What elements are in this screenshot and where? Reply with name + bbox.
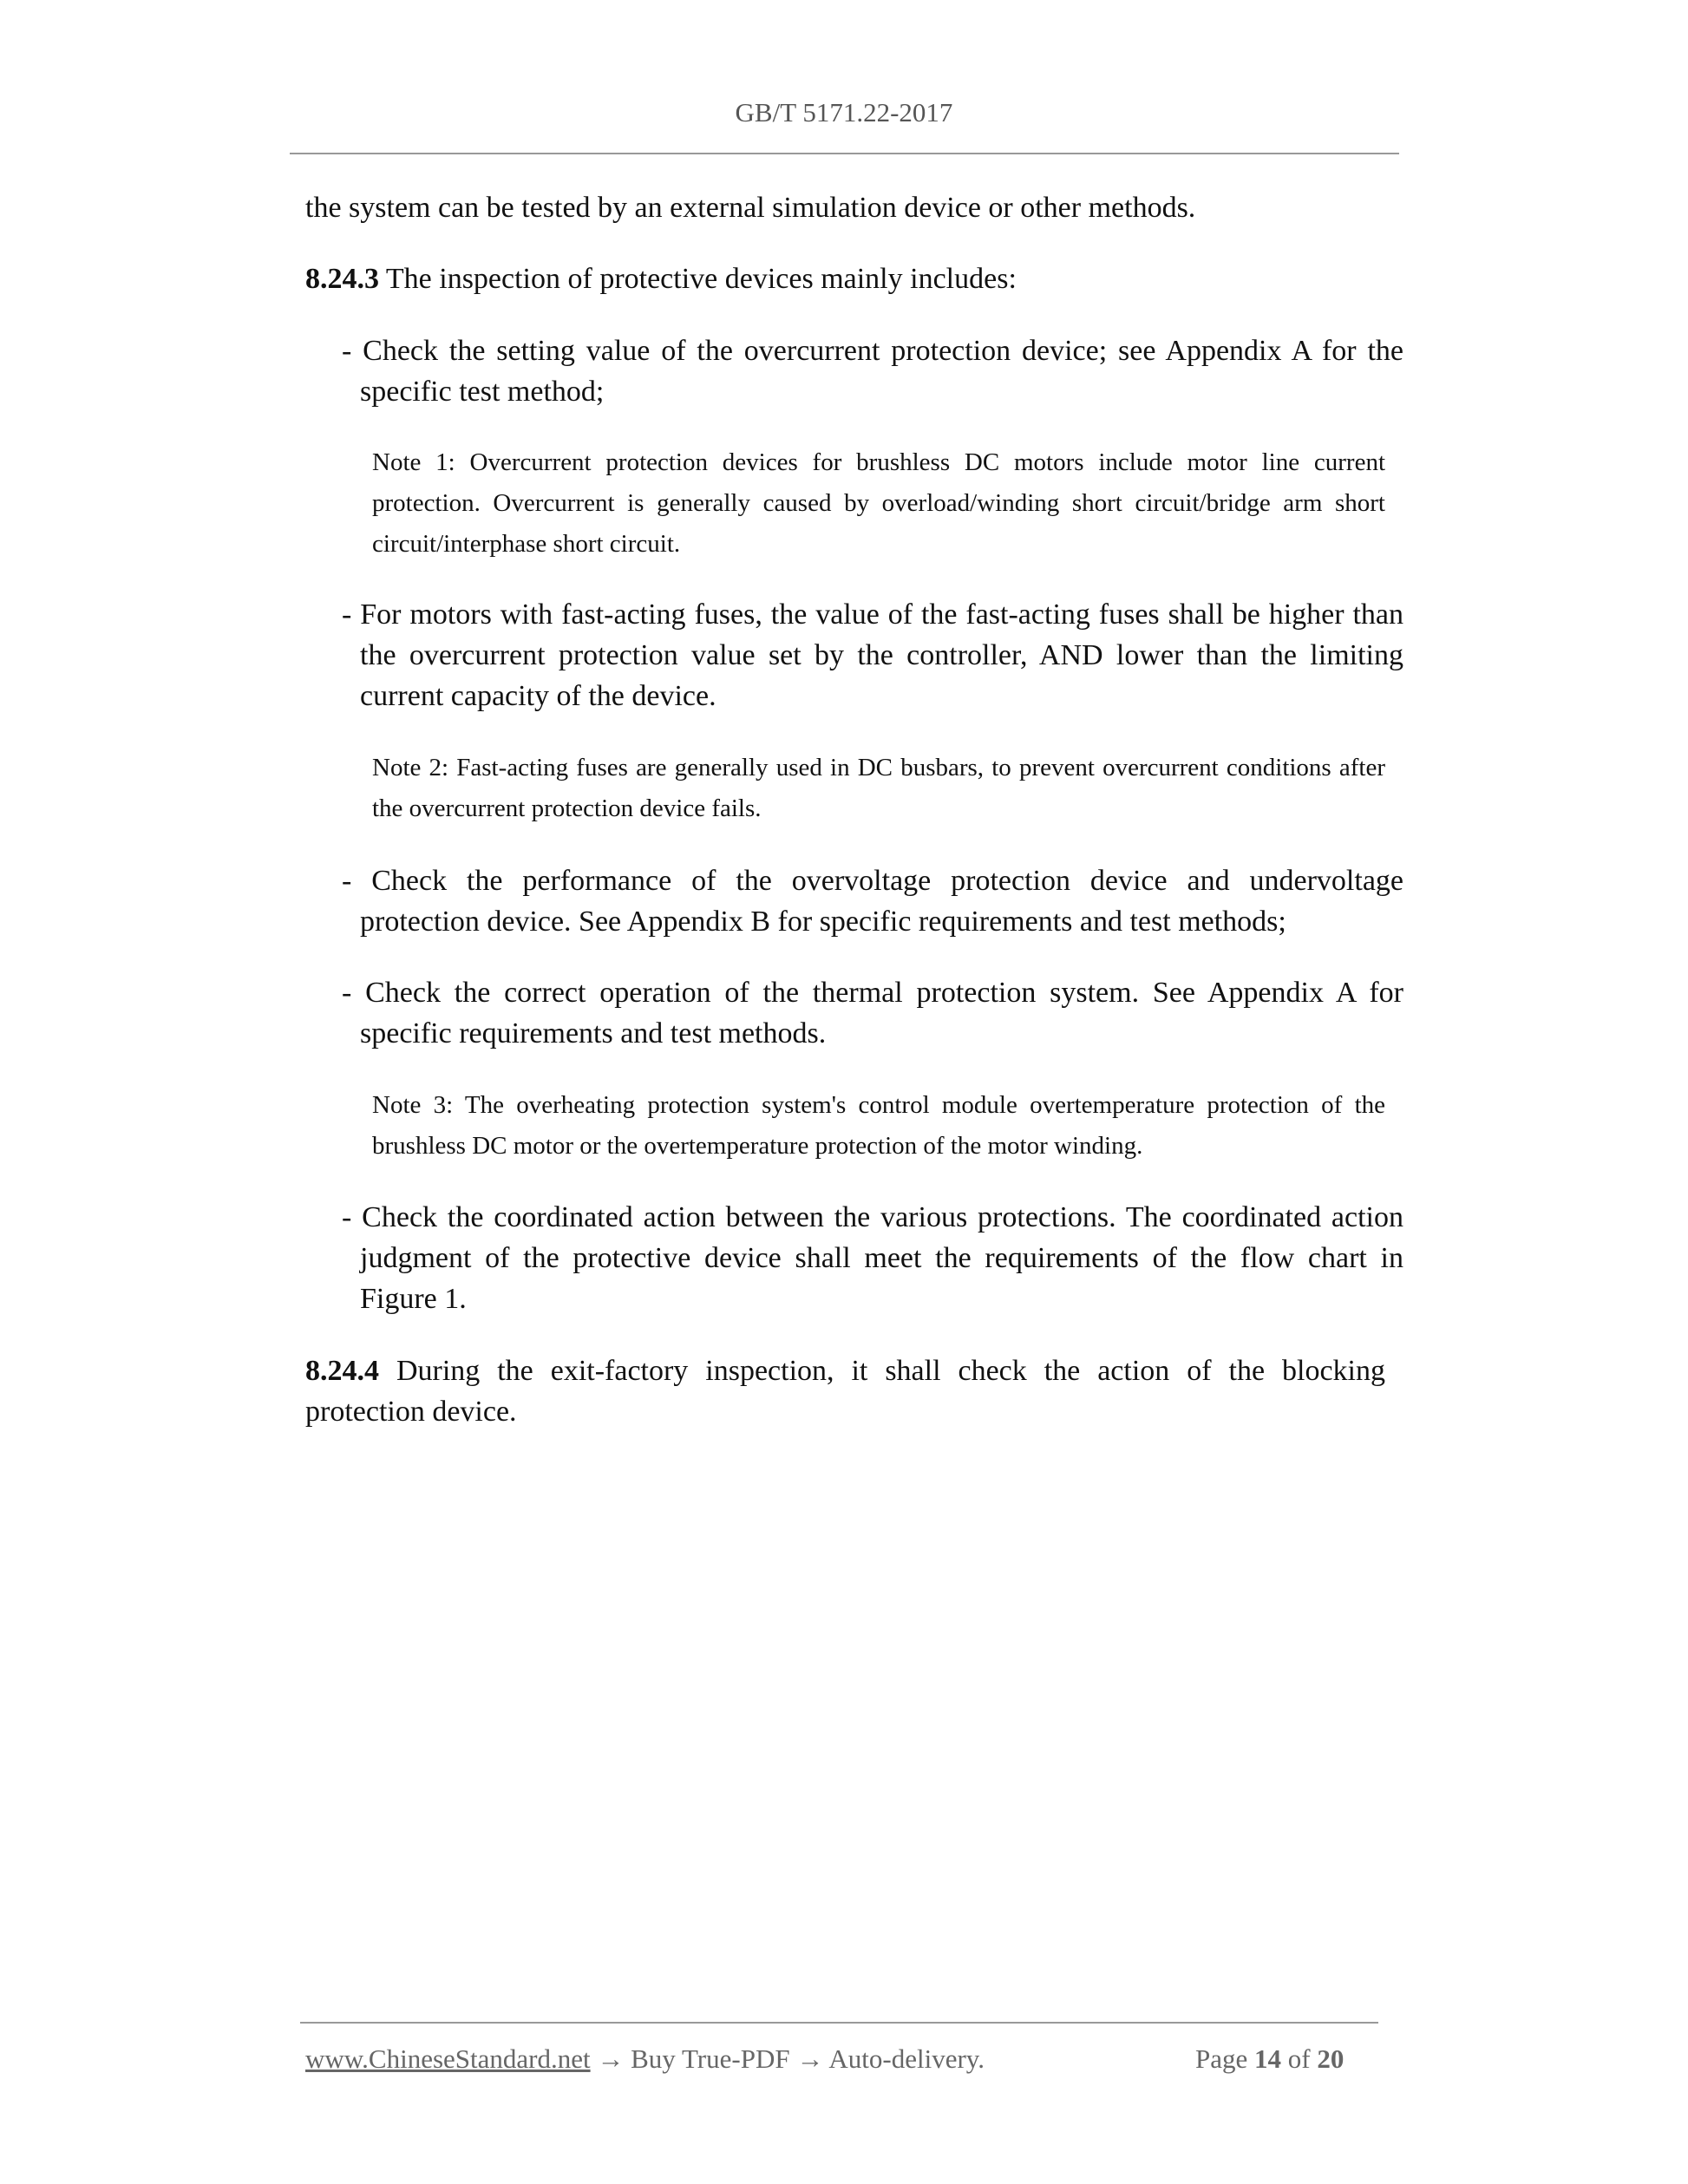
bullet-voltage-protection: - Check the performance of the overvoltage protection device and undervoltage protection device. See Appendix B for specific requirements and test methods; (342, 865, 1403, 938)
note-3: Note 3: The overheating protection system's control module overtemperature protection of the brushless DC motor or the overtemperature protection of the motor winding. (372, 1091, 1385, 1160)
paragraph-continuation: the system can be tested by an external simulation device or other methods. (305, 192, 1196, 224)
header-divider (290, 153, 1399, 154)
section-number: 8.24.4 (305, 1355, 379, 1387)
bullet-fast-acting-fuses: - For motors with fast-acting fuses, the value of the fast-acting fuses shall be higher than the overcurrent protection value set by the controller, AND lower than the limiting current capacity of the device. (342, 598, 1403, 712)
bullet-coordinated-action: - Check the coordinated action between the various protections. The coordinated action judgment of the protective device shall meet the requirements of the flow chart in Figure 1. (342, 1201, 1403, 1315)
of-label: of (1281, 2043, 1318, 2074)
buy-text: → Buy True-PDF (590, 2043, 797, 2074)
page-total: 20 (1317, 2043, 1345, 2074)
section-text: The inspection of protective devices mainly includes: (379, 263, 1017, 295)
bullet-thermal-protection: - Check the correct operation of the thermal protection system. See Appendix A for specific requirements and test methods. (342, 977, 1403, 1049)
delivery-text: → Auto-delivery. (796, 2043, 985, 2074)
section-8-24-3 (305, 258, 1385, 299)
section-number: 8.24.3 (305, 263, 379, 295)
page-label: Page (1195, 2043, 1255, 2074)
website-link[interactable]: www.ChineseStandard.net (305, 2043, 591, 2074)
footer-promo (305, 2043, 985, 2075)
footer-divider (300, 2022, 1378, 2024)
bullet-overcurrent-setting: - Check the setting value of the overcurrent protection device; see Appendix A for the specific test method; (342, 335, 1403, 408)
section-8-24-4 (305, 1350, 1385, 1432)
note-2: Note 2: Fast-acting fuses are generally used in DC busbars, to prevent overcurrent conditions after the overcurrent protection device fails. (372, 754, 1385, 822)
section-text: During the exit-factory inspection, it shall check the action of the blocking protection device. (305, 1355, 1385, 1428)
note-1: Note 1: Overcurrent protection devices for brushless DC motors include motor line current protection. Overcurrent is generally caused by overload/winding short circuit/bridge arm short circuit/interphase short circuit. (372, 448, 1385, 558)
page-number: 14 (1254, 2043, 1282, 2074)
document-code-header: GB/T 5171.22-2017 (735, 97, 953, 128)
page-indicator (1195, 2043, 1344, 2075)
